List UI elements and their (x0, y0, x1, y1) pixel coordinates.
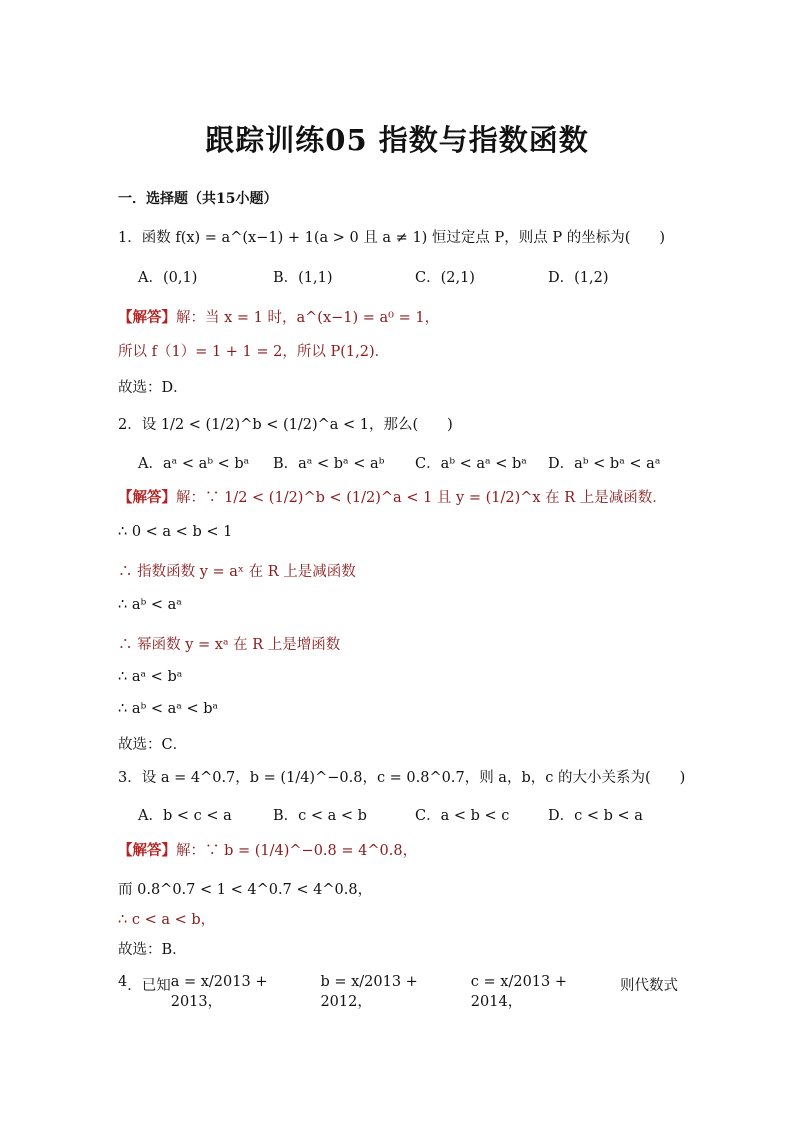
option-b: B．c < a < b (273, 808, 367, 824)
q4-char: 则 (620, 978, 635, 994)
option-b: B．(1,1) (273, 270, 333, 286)
option-c: C．a < b < c (415, 808, 510, 824)
section-heading: 一．选择题（共15小题） (118, 191, 278, 207)
page-title: 跟踪训练05 指数与指数函数 (205, 123, 589, 157)
answer-2-line-4: ∴ aᵇ < aᵃ (118, 597, 182, 613)
q4-char: 式 (663, 978, 678, 994)
q4-expr-a: a = x/2013 + 2013， (170, 974, 268, 1010)
question-4-stem (118, 974, 678, 1011)
answer-1-line-1 (118, 306, 439, 327)
answer-2-choice: 故选：C． (118, 737, 188, 753)
q4-char: 已 (141, 978, 157, 994)
option-b: B．aᵃ < bᵃ < aᵇ (273, 456, 385, 472)
option-d: D．aᵇ < bᵃ < aᵃ (548, 456, 661, 472)
q4-dot: ． (127, 978, 142, 994)
answer-tag: 【解答】 (118, 309, 176, 326)
answer-2-line-3: ∴ 指数函数 y = aˣ 在 R 上是减函数 (118, 564, 356, 580)
option-d: D．c < b < a (548, 808, 643, 824)
answer-3-line-1 (118, 839, 417, 860)
answer-2-line-2: ∴ 0 < a < b < 1 (118, 524, 233, 540)
answer-1-line-2: 所以 f（1）= 1 + 1 = 2，所以 P(1,2)． (118, 344, 390, 360)
q4-char: 代 (634, 978, 649, 994)
q4-expr-b: b = x/2013 + 2012， (320, 974, 418, 1010)
q4-char: 数 (649, 978, 664, 994)
answer-1-choice: 故选：D． (118, 380, 188, 396)
q4-number: 4 (118, 974, 128, 990)
answer-2-line-6: ∴ aᵃ < bᵃ (118, 669, 183, 685)
answer-text: 解：当 x = 1 时，a^(x−1) = a⁰ = 1， (176, 310, 440, 326)
q4-char: 知 (156, 978, 171, 994)
answer-2-line-5: ∴ 幂函数 y = xᵃ 在 R 上是增函数 (118, 637, 341, 653)
question-1-stem: 1．函数 f(x) = a^(x−1) + 1(a > 0 且 a ≠ 1) 恒过定点 P，则点 P 的坐标为( ) (118, 230, 666, 246)
question-2-stem: 2．设 1/2 < (1/2)^b < (1/2)^a < 1，那么( ) (118, 417, 453, 433)
question-3-stem: 3．设 a = 4^0.7，b = (1/4)^−0.8，c = 0.8^0.7，则 a，b，c 的大小关系为( ) (118, 770, 686, 786)
q4-expr-c: c = x/2013 + 2014， (470, 974, 568, 1010)
option-c: C．(2,1) (415, 270, 475, 286)
answer-3-line-2: 而 0.8^0.7 < 1 < 4^0.7 < 4^0.8， (118, 882, 373, 898)
answer-tag: 【解答】 (118, 489, 176, 506)
answer-tag: 【解答】 (118, 842, 176, 859)
answer-3-choice: 故选：B． (118, 942, 187, 958)
answer-text: 解：∵ b = (1/4)^−0.8 = 4^0.8， (176, 843, 418, 859)
option-a: A．(0,1) (138, 270, 198, 286)
option-c: C．aᵇ < aᵃ < bᵃ (415, 456, 527, 472)
answer-2-line-1 (118, 486, 667, 507)
option-a: A．aᵃ < aᵇ < bᵃ (138, 456, 250, 472)
option-d: D．(1,2) (548, 270, 609, 286)
answer-3-line-3: ∴ c < a < b， (118, 912, 216, 928)
answer-2-line-7: ∴ aᵇ < aᵃ < bᵃ (118, 701, 219, 717)
answer-text: 解：∵ 1/2 < (1/2)^b < (1/2)^a < 1 且 y = (1/2)^x 在 R 上是减函数． (176, 490, 667, 506)
option-a: A．b < c < a (138, 808, 232, 824)
